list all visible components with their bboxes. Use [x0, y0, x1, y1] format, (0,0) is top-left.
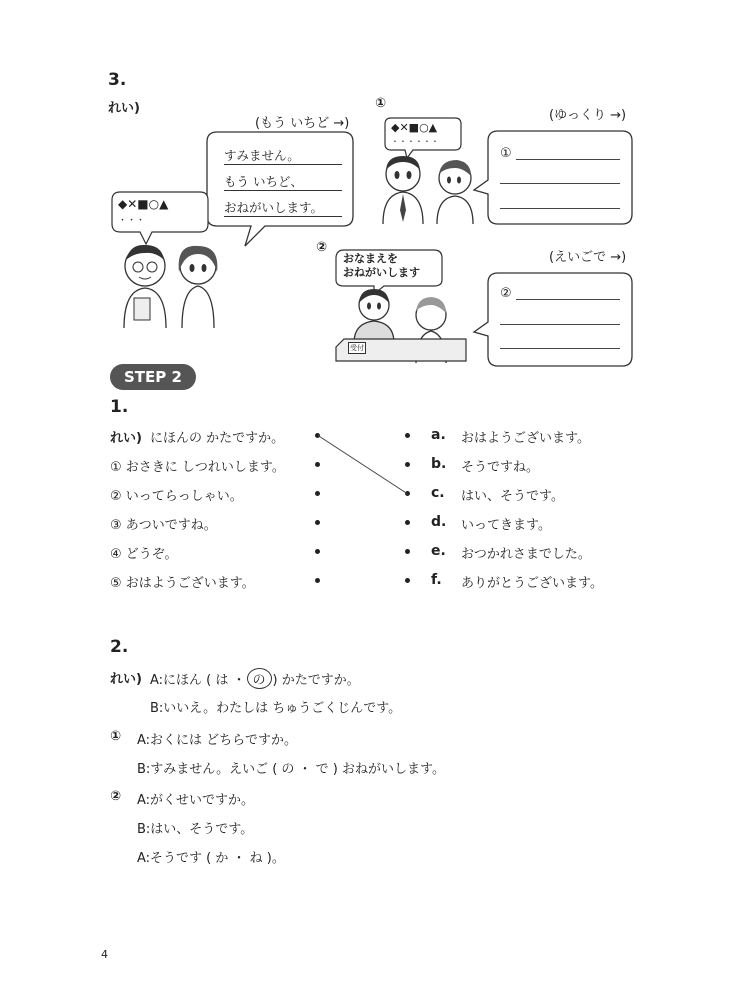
- q2-number: ②: [316, 240, 328, 255]
- q1-symbol-dots: ・・・・・・: [391, 137, 439, 146]
- man-with-glasses-figure: [124, 245, 166, 328]
- right-item-d: いってきます。: [461, 518, 551, 533]
- left-item-3: ③ あついですね。: [110, 518, 217, 533]
- example-a-prefix: A:にほん ( は ・: [150, 673, 246, 688]
- receptionist-figure: [354, 289, 394, 343]
- q2-answer-number: ②: [500, 286, 512, 301]
- left-item-0: にほんの かたですか。: [150, 431, 285, 446]
- businessman-figure: [383, 156, 423, 224]
- left-dot-4[interactable]: [315, 549, 320, 554]
- q1-illustration: [373, 150, 483, 225]
- symbol-dots: ・・・: [118, 216, 146, 226]
- part2-q2-number: ②: [110, 789, 122, 804]
- q2-answer-line-1[interactable]: [516, 299, 620, 300]
- part2-q2-b: B:はい、そうです。: [137, 822, 254, 837]
- right-letter-c: c.: [431, 485, 445, 501]
- right-dot-d[interactable]: [405, 520, 410, 525]
- part2-example-b: B:いいえ。わたしは ちゅうごくじんです。: [150, 701, 402, 716]
- q1-hint: (ゆっくり →): [549, 108, 627, 123]
- example-match-line: [310, 430, 420, 500]
- page-number: 4: [101, 948, 108, 961]
- q2-bubble-line-2: おねがいします: [343, 266, 420, 279]
- symbol-text: ◆✕■○▲: [118, 197, 169, 211]
- left-item-5: ⑤ おはようございます。: [110, 576, 255, 591]
- q1-number: ①: [375, 96, 387, 111]
- q1-answer-line-1[interactable]: [516, 159, 620, 160]
- q1-answer-line-3[interactable]: [500, 208, 620, 209]
- left-item-1: ① おさきに しつれいします。: [110, 460, 285, 475]
- right-letter-d: d.: [431, 514, 447, 530]
- right-letter-e: e.: [431, 543, 446, 559]
- circled-answer: の: [247, 668, 272, 689]
- part2-example-a: [150, 668, 360, 689]
- q1-symbol-text: ◆✕■○▲: [391, 121, 438, 134]
- part1-example-label: れい): [110, 431, 142, 446]
- q2-bubble-line-1: おなまえを: [343, 252, 398, 265]
- q2-answer-line-2[interactable]: [500, 324, 620, 325]
- section-3-number: 3.: [108, 70, 127, 90]
- left-dot-3[interactable]: [315, 520, 320, 525]
- listener-figure: [437, 160, 473, 224]
- q2-answer-bubble: [472, 270, 636, 370]
- right-letter-b: b.: [431, 456, 447, 472]
- right-letter-f: f.: [431, 572, 442, 588]
- step2-badge: STEP 2: [110, 364, 196, 390]
- right-item-c: はい、そうです。: [461, 489, 564, 504]
- right-dot-f[interactable]: [405, 578, 410, 583]
- part1-number: 1.: [110, 397, 129, 417]
- q1-answer-number: ①: [500, 146, 512, 161]
- part2-example-label: れい): [110, 672, 142, 687]
- right-dot-e[interactable]: [405, 549, 410, 554]
- right-item-e: おつかれさまでした。: [461, 547, 591, 562]
- right-letter-a: a.: [431, 427, 446, 443]
- part2-q2-a2[interactable]: A:そうです ( か ・ ね )。: [137, 851, 285, 866]
- left-item-2: ② いってらっしゃい。: [110, 489, 243, 504]
- right-item-f: ありがとうございます。: [461, 576, 603, 591]
- right-item-b: そうですね。: [461, 460, 540, 475]
- q1-answer-bubble: [472, 128, 636, 228]
- example-bubble-line-3: おねがいします。: [224, 198, 342, 217]
- example-bubble-line-2: もう いちど、: [224, 172, 342, 191]
- desk-sign: 受付: [350, 344, 364, 352]
- example-a-suffix: ) かたですか。: [272, 673, 360, 688]
- example-bubble-line-1: すみません。: [224, 146, 342, 165]
- section-3-example-label: れい): [108, 101, 140, 116]
- part2-q1-number: ①: [110, 729, 122, 744]
- woman-figure: [179, 246, 218, 328]
- left-item-4: ④ どうぞ。: [110, 547, 178, 562]
- part2-q1-a: A:おくには どちらですか。: [137, 733, 298, 748]
- q2-hint: (えいごで →): [549, 250, 627, 265]
- example-illustration: [112, 240, 232, 330]
- part2-q1-b[interactable]: B:すみません。えいご ( の ・ で ) おねがいします。: [137, 762, 445, 777]
- example-hint: (もう いちど →): [255, 116, 350, 131]
- left-dot-5[interactable]: [315, 578, 320, 583]
- q1-answer-line-2[interactable]: [500, 183, 620, 184]
- right-item-a: おはようございます。: [461, 431, 590, 446]
- part2-number: 2.: [110, 637, 129, 657]
- part2-q2-a: A:がくせいですか。: [137, 793, 255, 808]
- q2-answer-line-3[interactable]: [500, 348, 620, 349]
